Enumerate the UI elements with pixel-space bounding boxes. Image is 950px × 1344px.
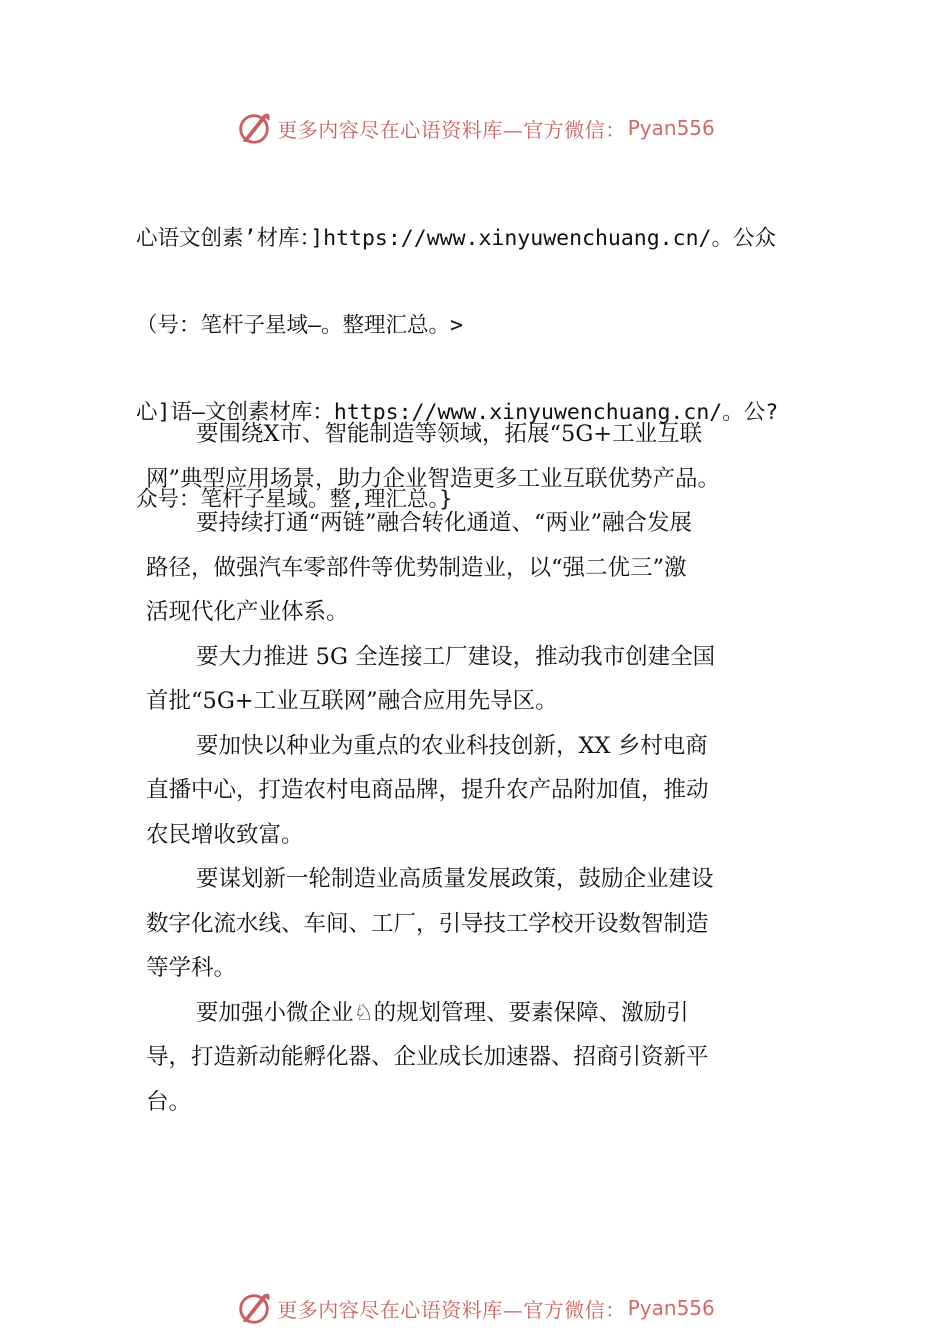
paragraph-line: 台。	[146, 1088, 192, 1115]
banner-text: 更多内容尽在心语资料库—官方微信：	[277, 117, 626, 142]
banner-text: 更多内容尽在心语资料库—官方微信：	[277, 1297, 626, 1322]
paragraph-line: 要持续打通“两链”融合转化通道、“两业”融合发展	[196, 510, 693, 536]
footer-banner	[0, 1286, 950, 1330]
paragraph	[146, 501, 796, 635]
paragraph-line: 要谋划新一轮制造业高质量发展政策，鼓励企业建设	[196, 866, 714, 892]
paragraph	[146, 635, 796, 724]
document-body	[146, 412, 796, 1124]
paragraph-line: 导，打造新动能孵化器、企业成长加速器、招商引资新平	[146, 1044, 709, 1070]
paragraph-line: 首批“5G+工业互联网”融合应用先导区。	[146, 688, 558, 714]
paragraph	[146, 724, 796, 858]
banner-wechat-id: Pyan556	[627, 116, 715, 140]
paragraph	[146, 857, 796, 991]
paragraph-line: 要大力推进 5G 全连接工厂建设，推动我市创建全国	[196, 643, 716, 670]
paragraph	[146, 991, 796, 1125]
banner-wechat-id: Pyan556	[627, 1296, 715, 1320]
paragraph-line: 要加强小微企业♘的规划管理、要素保障、激励引	[196, 999, 689, 1026]
paragraph-line: 活现代化产业体系。	[146, 599, 349, 625]
paragraph-line: 农民增收致富。	[146, 821, 304, 848]
source-line: 众号：笔杆子星域。整,理汇总。}	[136, 487, 453, 512]
quill-logo-icon	[235, 1289, 273, 1327]
paragraph-line: 数字化流水线、车间、工厂，引导技工学校开设数智制造	[146, 910, 709, 937]
paragraph-line: 网”典型应用场景，助力企业智造更多工业互联优势产品。	[146, 465, 721, 492]
paragraph-line: 要围绕X市、智能制造等领域，拓展“5G+工业互联	[196, 421, 703, 447]
paragraph-line: 路径，做强汽车零部件等优势制造业，以“强二优三”激	[146, 554, 687, 581]
paragraph	[146, 412, 796, 501]
source-line: （号：笔杆子星域—。整理汇总。>	[136, 313, 463, 338]
source-line: 心]语—文创素材库：https://www.xinyuwenchuang.cn/。公?	[136, 400, 779, 425]
header-banner	[0, 106, 950, 150]
paragraph-line: 要加快以种业为重点的农业科技创新，XX 乡村电商	[196, 732, 708, 759]
source-line: 心语文创素’材库：]https://www.xinyuwenchuang.cn/。公众	[136, 226, 776, 251]
paragraph-line: 等学科。	[146, 955, 237, 981]
quill-logo-icon	[235, 109, 273, 147]
paragraph-line: 直播中心，打造农村电商品牌，提升农产品附加值，推动	[146, 777, 709, 803]
